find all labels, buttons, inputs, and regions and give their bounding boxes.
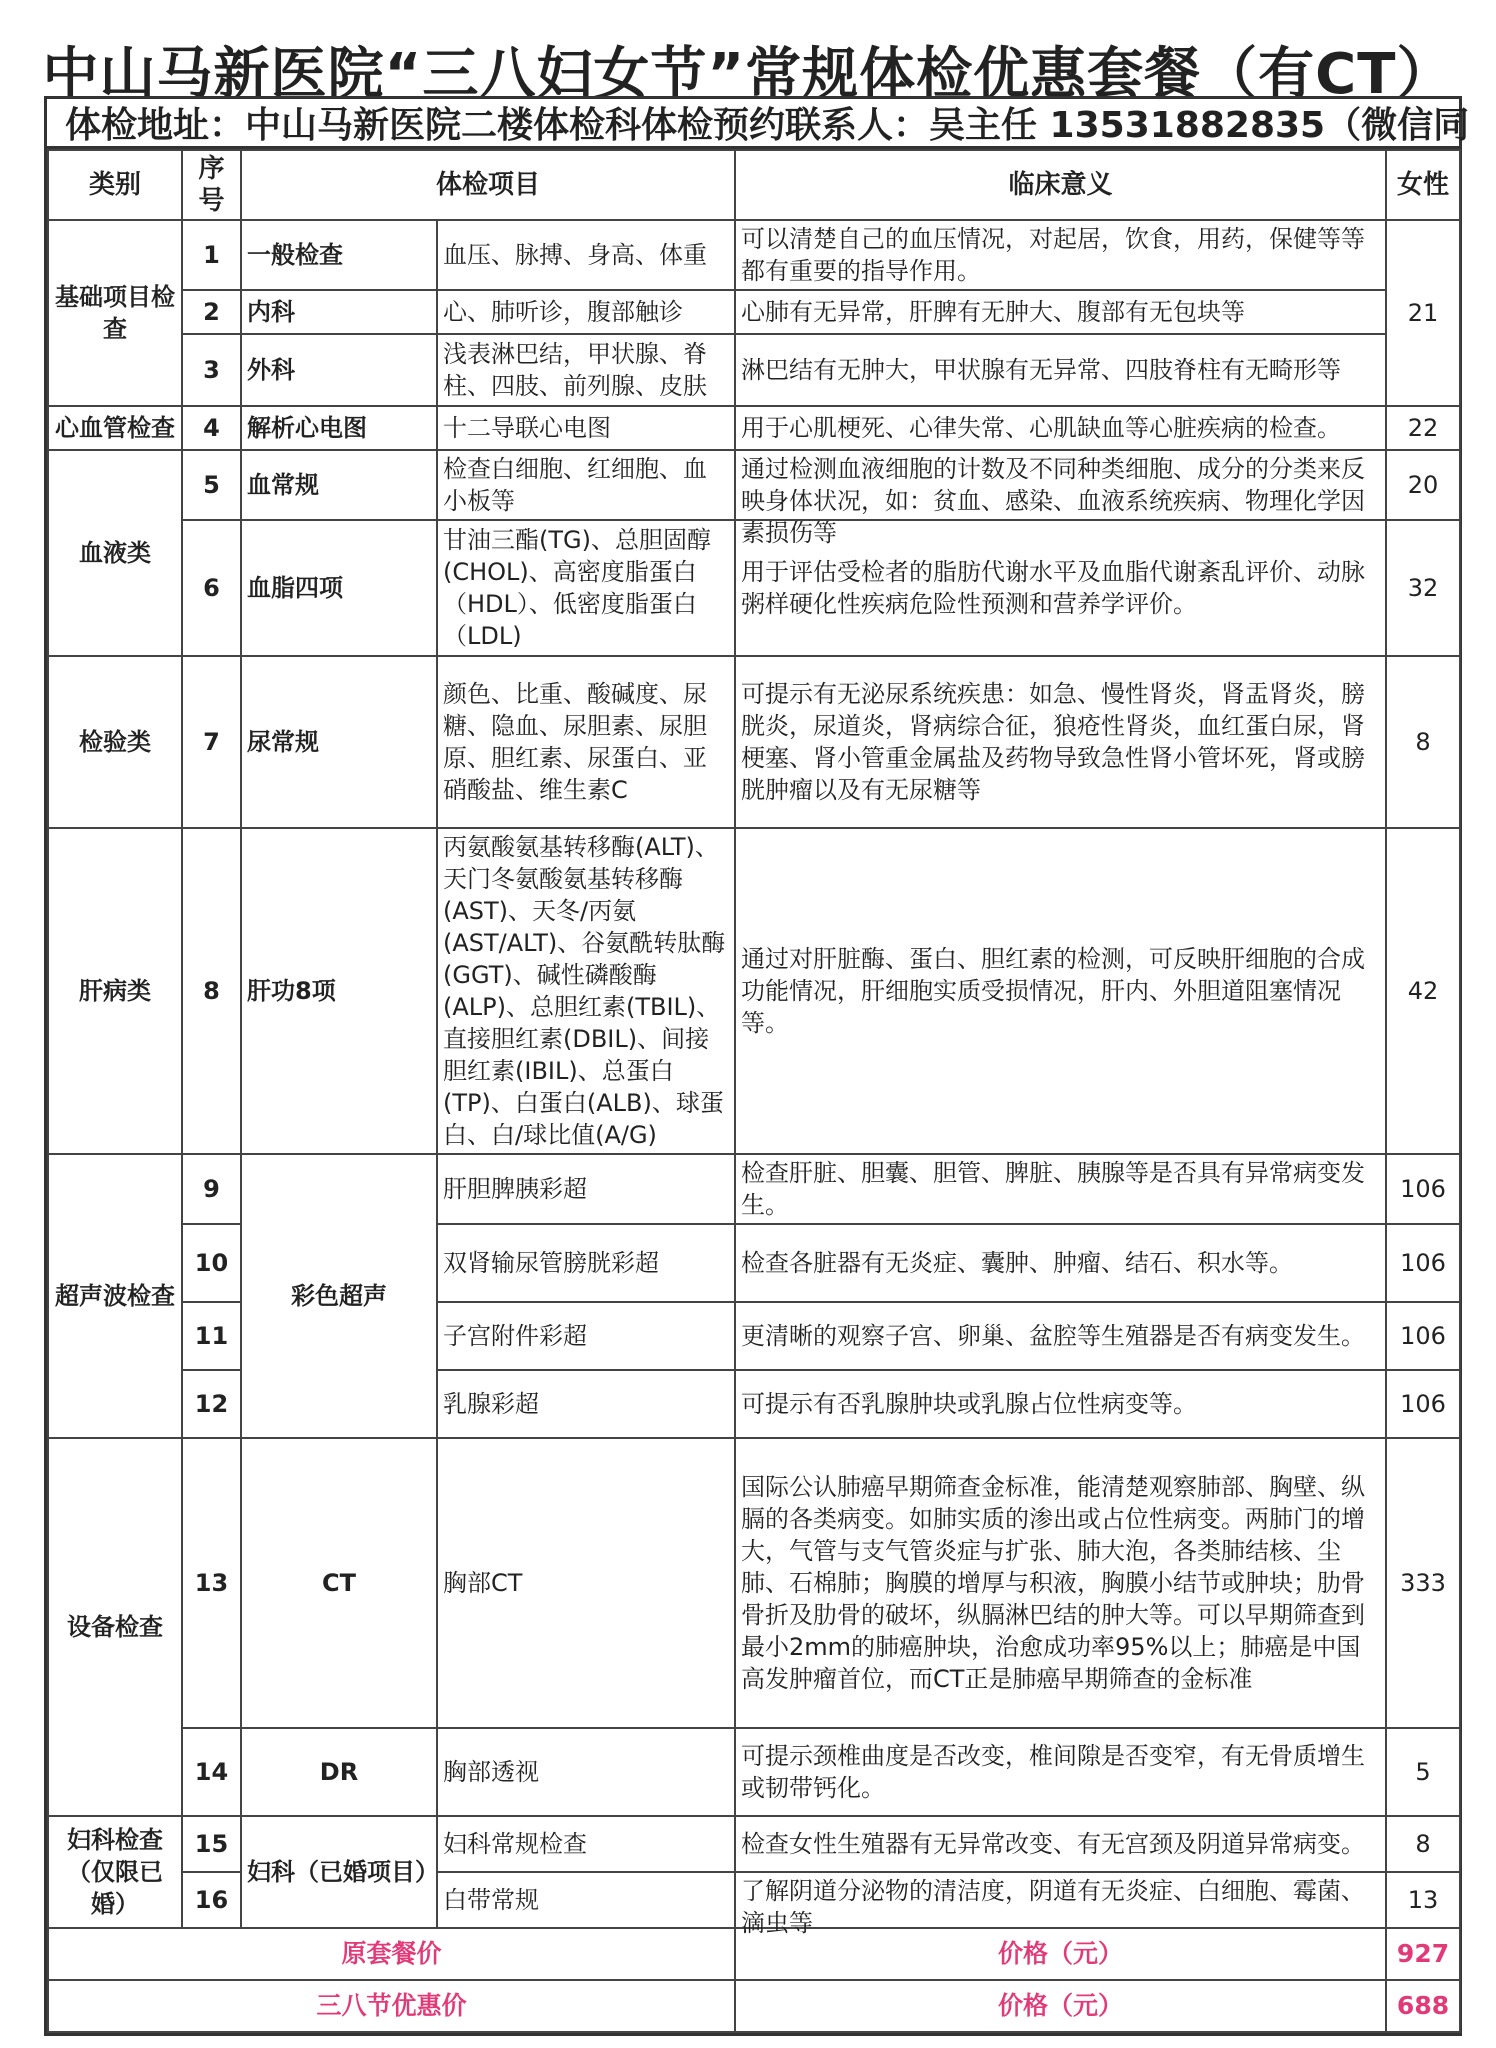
meaning-clip: 通过检测血液细胞的计数及不同种类细胞、成分的分类来反映身体状况，如：贫血、感染、血液系统疾病、物理化学因素损伤等 [741,455,1366,547]
original-price-value: 927 [1386,1928,1460,1980]
item-detail: 双肾输尿管膀胱彩超 [437,1224,735,1302]
item-price: 106 [1386,1154,1460,1224]
item-price: 22 [1386,406,1460,450]
table-row [48,1154,1460,1224]
promo-price-label: 三八节优惠价 [48,1980,735,2032]
item-detail: 浅表淋巴结，甲状腺、脊柱、四肢、前列腺、皮肤 [437,334,735,406]
item-price: 333 [1386,1438,1460,1728]
table-row [48,220,1460,290]
item-price: 106 [1386,1302,1460,1370]
category-cell: 肝病类 [48,828,182,1154]
item-price: 13 [1386,1872,1460,1928]
promo-price-value: 688 [1386,1980,1460,2032]
table-row [48,450,1460,520]
item-meaning: 检查各脏器有无炎症、囊肿、肿瘤、结石、积水等。 [735,1224,1386,1302]
table-row [48,334,1460,406]
item-price: 106 [1386,1370,1460,1438]
item-detail: 血压、脉搏、身高、体重 [437,220,735,290]
item-price: 42 [1386,828,1460,1154]
table-row [48,1728,1460,1816]
promo-price-unit: 价格（元） [735,1980,1386,2032]
item-detail: 肝胆脾胰彩超 [437,1154,735,1224]
category-cell: 妇科检查（仅限已婚） [48,1816,182,1928]
header-no: 序号 [182,150,241,220]
category-cell: 超声波检查 [48,1154,182,1438]
category-cell: 检验类 [48,656,182,828]
item-price: 8 [1386,656,1460,828]
item-detail: 妇科常规检查 [437,1816,735,1872]
item-name: 妇科（已婚项目） [241,1816,437,1928]
row-number: 5 [182,450,241,520]
item-meaning: 检查女性生殖器有无异常改变、有无宫颈及阴道异常病变。 [735,1816,1386,1872]
item-name: 内科 [241,290,437,334]
item-price: 32 [1386,520,1460,656]
item-name: 尿常规 [241,656,437,828]
item-meaning: 可提示颈椎曲度是否改变，椎间隙是否变窄，有无骨质增生或韧带钙化。 [735,1728,1386,1816]
item-detail: 乳腺彩超 [437,1370,735,1438]
exam-table [44,146,1462,2036]
item-price: 21 [1386,220,1460,406]
table-row [48,406,1460,450]
row-number: 16 [182,1872,241,1928]
header-female: 女性 [1386,150,1460,220]
row-number: 4 [182,406,241,450]
row-number: 8 [182,828,241,1154]
item-detail: 丙氨酸氨基转移酶(ALT)、天门冬氨酸氨基转移酶(AST)、天冬/丙氨(AST/ALT)、谷氨酰转肽酶(GGT)、碱性磷酸酶(ALP)、总胆红素(TBIL)、直接胆红素(DBIL)、间接胆红素(IBIL)、总蛋白(TP)、白蛋白(ALB)、球蛋白、白/球比值(A/G) [437,828,735,1154]
category-cell: 心血管检查 [48,406,182,450]
item-meaning: 可提示有否乳腺肿块或乳腺占位性病变等。 [735,1370,1386,1438]
item-name: DR [241,1728,437,1816]
row-number: 3 [182,334,241,406]
row-number: 9 [182,1154,241,1224]
item-price: 8 [1386,1816,1460,1872]
table-row [48,656,1460,828]
original-price-label: 原套餐价 [48,1928,735,1980]
item-name: 肝功8项 [241,828,437,1154]
category-cell: 基础项目检查 [48,220,182,406]
item-meaning: 检查肝脏、胆囊、胆管、脾脏、胰腺等是否具有异常病变发生。 [735,1154,1386,1224]
page-title: 中山马新医院“三八妇女节”常规体检优惠套餐（有CT） [42,42,1454,107]
item-detail: 甘油三酯(TG)、总胆固醇(CHOL)、高密度脂蛋白（HDL）、低密度脂蛋白（LDL) [437,520,735,656]
item-meaning [735,450,1386,547]
address-text: 体检地址：中山马新医院二楼体检科 [65,105,642,146]
row-number: 2 [182,290,241,334]
summary-row-promo [48,1980,1460,2032]
item-meaning: 通过对肝脏酶、蛋白、胆红素的检测，可反映肝细胞的合成功能情况，肝细胞实质受损情况，肝内、外胆道阻塞情况等。 [735,828,1386,1154]
row-number: 15 [182,1816,241,1872]
item-price: 5 [1386,1728,1460,1816]
item-name: 一般检查 [241,220,437,290]
info-bar [44,96,1470,146]
item-meaning: 可提示有无泌尿系统疾患：如急、慢性肾炎，肾盂肾炎，膀胱炎，尿道炎，肾病综合征，狼疮性肾炎，血红蛋白尿，肾梗塞、肾小管重金属盐及药物导致急性肾小管坏死，肾或膀胱肿瘤以及有无尿糖等 [735,656,1386,828]
item-detail: 心、肺听诊，腹部触诊 [437,290,735,334]
item-name: 彩色超声 [241,1154,437,1438]
item-meaning: 可以清楚自己的血压情况，对起居，饮食，用药，保健等等都有重要的指导作用。 [735,220,1386,290]
item-meaning [735,1872,1386,1937]
item-detail: 胸部透视 [437,1728,735,1816]
item-price: 20 [1386,450,1460,520]
item-detail: 十二导联心电图 [437,406,735,450]
item-detail: 子宫附件彩超 [437,1302,735,1370]
table-row [48,1816,1460,1872]
category-cell: 设备检查 [48,1438,182,1816]
item-name: 解析心电图 [241,406,437,450]
item-meaning: 心肺有无异常，肝脾有无肿大、腹部有无包块等 [735,290,1386,334]
item-name: 外科 [241,334,437,406]
item-price: 106 [1386,1224,1460,1302]
category-cell: 血液类 [48,450,182,656]
table-row [48,828,1460,1154]
row-number: 13 [182,1438,241,1728]
item-meaning: 用于心肌梗死、心律失常、心肌缺血等心脏疾病的检查。 [735,406,1386,450]
row-number: 14 [182,1728,241,1816]
original-price-unit: 价格（元） [735,1928,1386,1980]
header-category: 类别 [48,150,182,220]
item-meaning: 国际公认肺癌早期筛查金标准，能清楚观察肺部、胸壁、纵膈的各类病变。如肺实质的渗出或占位性病变。两肺门的增大，气管与支气管炎症与扩张、肺大泡，各类肺结核、尘肺、石棉肺；胸膜的增厚与积液，胸膜小结节或肿块；肋骨骨折及肋骨的破坏，纵膈淋巴结的肿大等。可以早期筛查到最小2mm的肺癌肿块，治愈成功率95%以上；肺癌是中国高发肿瘤首位，而CT正是肺癌早期筛查的金标准 [735,1438,1386,1728]
header-meaning: 临床意义 [735,150,1386,220]
item-detail: 颜色、比重、酸碱度、尿糖、隐血、尿胆素、尿胆原、胆红素、尿蛋白、亚硝酸盐、维生素C [437,656,735,828]
item-name: CT [241,1438,437,1728]
header-item: 体检项目 [241,150,735,220]
item-meaning: 更清晰的观察子宫、卵巢、盆腔等生殖器是否有病变发生。 [735,1302,1386,1370]
item-meaning: 淋巴结有无肿大，甲状腺有无异常、四肢脊柱有无畸形等 [735,334,1386,406]
item-meaning: 用于评估受检者的脂肪代谢水平及血脂代谢紊乱评价、动脉粥样硬化性疾病危险性预测和营养学评价。 [735,520,1386,656]
row-number: 12 [182,1370,241,1438]
table-header-row [48,150,1460,220]
item-name: 血脂四项 [241,520,437,656]
row-number: 11 [182,1302,241,1370]
table-row [48,290,1460,334]
item-detail: 胸部CT [437,1438,735,1728]
row-number: 7 [182,656,241,828]
table-row [48,1438,1460,1728]
row-number: 10 [182,1224,241,1302]
meaning-clip: 了解阴道分泌物的清洁度，阴道有无炎症、白细胞、霉菌、滴虫等 [741,1877,1366,1937]
item-detail: 白带常规 [437,1872,735,1928]
contact-text: 体检预约联系人：吴主任 13531882835（微信同 [641,105,1470,146]
row-number: 1 [182,220,241,290]
item-name: 血常规 [241,450,437,520]
item-detail: 检查白细胞、红细胞、血小板等 [437,450,735,520]
row-number: 6 [182,520,241,656]
